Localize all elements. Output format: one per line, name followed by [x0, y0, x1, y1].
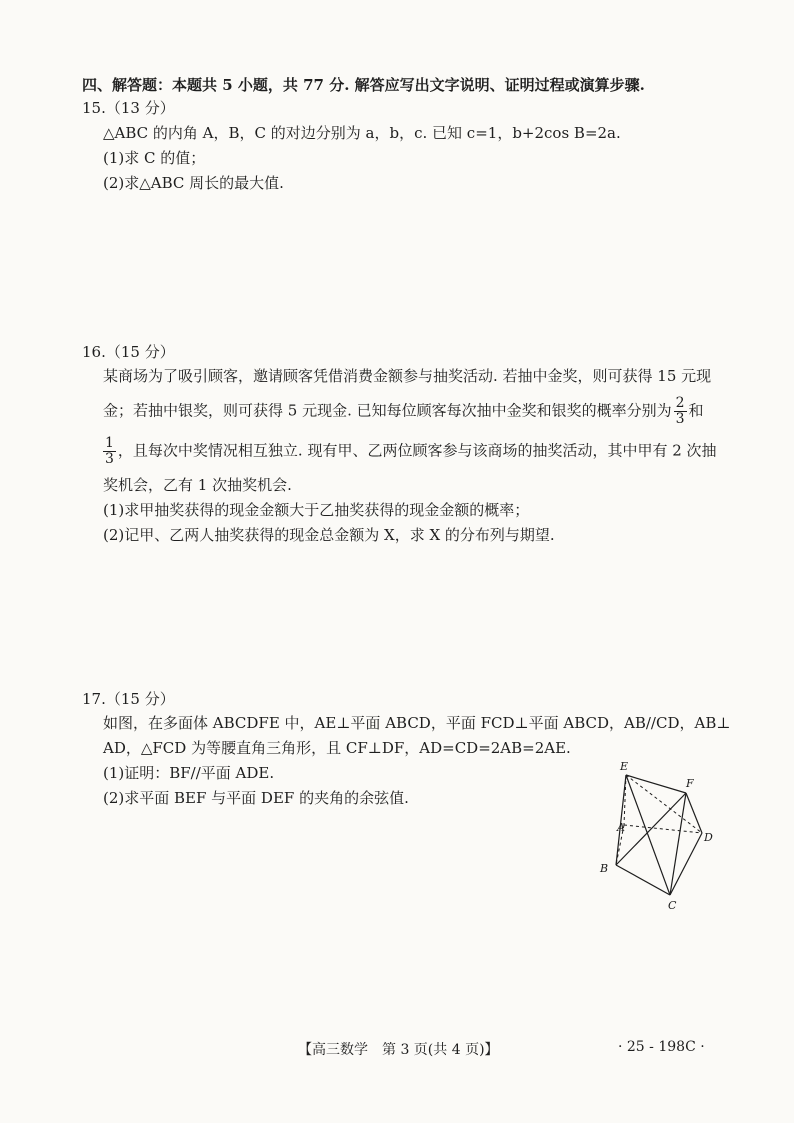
- edge-EF: [626, 775, 686, 793]
- fraction-numerator: 1: [105, 435, 114, 451]
- q17-line2: AD，△FCD 为等腰直角三角形，且 CF⊥DF，AD=CD=2AB=2AE.: [103, 739, 571, 757]
- label-F: F: [686, 777, 694, 790]
- q17-part1: (1)证明：BF//平面 ADE.: [103, 764, 275, 782]
- q15-statement: △ABC 的内角 A，B，C 的对边分别为 a，b，c. 已知 c=1，b+2cos B=2a.: [103, 124, 621, 142]
- q16-line3: [101, 436, 717, 467]
- label-A: A: [617, 821, 625, 834]
- label-E: E: [620, 760, 629, 773]
- q17-part2: (2)求平面 BEF 与平面 DEF 的夹角的余弦值.: [103, 789, 409, 807]
- q17-line1: 如图，在多面体 ABCDFE 中，AE⊥平面 ABCD，平面 FCD⊥平面 ABCD，AB//CD，AB⊥: [103, 714, 731, 732]
- q16-line1: 某商场为了吸引顾客，邀请顾客凭借消费金额参与抽奖活动. 若抽中金奖，则可获得 15 元现: [103, 367, 712, 385]
- q16-line2-text: 金；若抽中银奖，则可获得 5 元现金. 已知每位顾客每次抽中金奖和银奖的概率分别为: [103, 401, 672, 420]
- edge-EB: [616, 775, 626, 865]
- q16-line2: [103, 396, 704, 427]
- q15-part1: (1)求 C 的值；: [103, 149, 206, 167]
- fraction-one-third: [103, 436, 116, 467]
- label-C: C: [668, 899, 677, 912]
- q16-line4: 奖机会，乙有 1 次抽奖机会.: [103, 476, 292, 494]
- q15-number: 15.（13 分）: [82, 99, 175, 117]
- q15-part2: (2)求△ABC 周长的最大值.: [103, 174, 284, 192]
- fraction-numerator: 2: [675, 395, 685, 411]
- edge-EC: [626, 775, 670, 895]
- q16-part1: (1)求甲抽奖获得的现金金额大于乙抽奖获得的现金金额的概率；: [103, 501, 530, 519]
- q17-number: 17.（15 分）: [82, 690, 175, 708]
- fraction-denominator: 3: [675, 411, 685, 427]
- fraction-denominator: 3: [105, 451, 114, 467]
- edge-BC: [616, 865, 670, 895]
- q16-part2: (2)记甲、乙两人抽奖获得的现金总金额为 X，求 X 的分布列与期望.: [103, 526, 555, 544]
- label-D: D: [704, 831, 713, 844]
- q16-line3-text: ，且每次中奖情况相互独立. 现有甲、乙两位顾客参与该商场的抽奖活动，其中甲有 2 次抽: [117, 441, 717, 460]
- section-heading: 四、解答题：本题共 5 小题，共 77 分. 解答应写出文字说明、证明过程或演算步骤.: [82, 76, 645, 94]
- label-B: B: [600, 862, 609, 875]
- paper-code: · 25 - 198C ·: [618, 1039, 705, 1055]
- edge-BF: [616, 793, 686, 865]
- polyhedron-figure: [590, 755, 730, 915]
- fraction-two-thirds: [674, 396, 687, 427]
- page-footer: 【高三数学 第 3 页(共 4 页)】: [298, 1042, 499, 1058]
- q16-number: 16.（15 分）: [82, 343, 175, 361]
- q16-line2-and: 和: [688, 401, 704, 420]
- edge-AD-hidden: [624, 825, 702, 833]
